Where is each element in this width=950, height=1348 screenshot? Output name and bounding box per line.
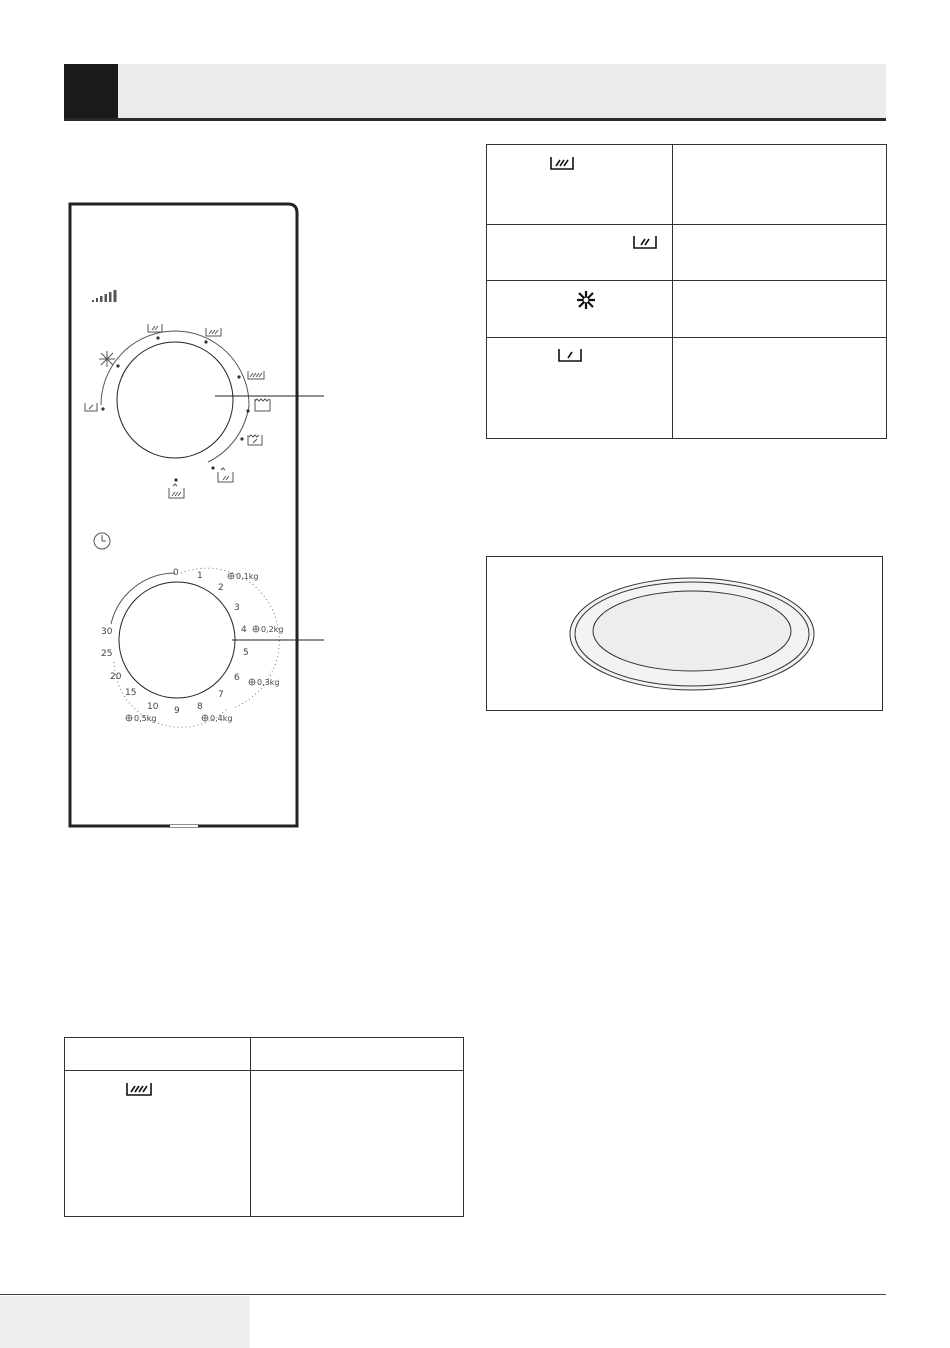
lower-table bbox=[64, 1037, 464, 1217]
table-cell-description bbox=[673, 145, 887, 225]
power-level-3-icon bbox=[206, 328, 221, 336]
table-cell-symbol bbox=[487, 225, 673, 281]
timer-label-3: 3 bbox=[234, 603, 240, 613]
footer-page-block bbox=[0, 1296, 250, 1348]
table-row bbox=[487, 281, 887, 338]
power-level-1-icon bbox=[85, 403, 97, 411]
panel-frame bbox=[70, 204, 297, 826]
defrost-weight-label: 0,1kg bbox=[236, 572, 259, 581]
defrost-snowflake-icon bbox=[575, 289, 597, 311]
timer-label-20: 20 bbox=[110, 672, 122, 682]
power-level-4-icon bbox=[248, 371, 264, 379]
table-row bbox=[65, 1071, 464, 1217]
defrost-weight-05 bbox=[126, 714, 156, 723]
table-header-cell bbox=[250, 1038, 463, 1071]
turntable-figure bbox=[486, 556, 883, 711]
power-dial[interactable] bbox=[85, 324, 324, 498]
glass-turntable-plate-icon bbox=[487, 557, 882, 710]
table-cell-description bbox=[250, 1071, 463, 1217]
timer-label-2: 2 bbox=[218, 583, 224, 593]
table-cell-description bbox=[673, 281, 887, 338]
table-cell-description bbox=[673, 225, 887, 281]
defrost-weight-label: 0,4kg bbox=[210, 714, 233, 723]
table-cell-symbol bbox=[487, 145, 673, 225]
timer-label-25: 25 bbox=[101, 649, 113, 659]
defrost-weight-04 bbox=[202, 714, 232, 723]
timer-label-0: 0 bbox=[173, 568, 179, 578]
timer-label-6: 6 bbox=[234, 673, 240, 683]
defrost-weight-label: 0,2kg bbox=[261, 625, 284, 634]
combi-grill-3-icon bbox=[169, 484, 184, 498]
table-row bbox=[487, 145, 887, 225]
timer-label-5: 5 bbox=[243, 648, 249, 658]
timer-label-7: 7 bbox=[218, 690, 224, 700]
timer-label-8: 8 bbox=[197, 702, 203, 712]
combi-grill-2-icon bbox=[218, 468, 233, 482]
power-level-4-icon bbox=[125, 1081, 153, 1099]
timer-dial[interactable] bbox=[101, 568, 324, 727]
table-cell-symbol bbox=[487, 281, 673, 338]
table-row bbox=[487, 338, 887, 439]
power-settings-table bbox=[486, 144, 887, 439]
section-header-bar bbox=[64, 64, 886, 118]
defrost-weight-label: 0,3kg bbox=[257, 678, 280, 687]
timer-label-30: 30 bbox=[101, 627, 113, 637]
clock-icon bbox=[94, 533, 110, 549]
timer-label-9: 9 bbox=[174, 706, 180, 716]
control-panel-illustration bbox=[58, 190, 318, 840]
grill-icon bbox=[255, 399, 270, 411]
header-divider bbox=[64, 118, 886, 121]
power-level-1-icon bbox=[557, 347, 583, 365]
power-level-2-icon bbox=[148, 324, 162, 332]
timer-label-1: 1 bbox=[197, 571, 203, 581]
table-header-row bbox=[65, 1038, 464, 1071]
defrost-weight-03 bbox=[249, 678, 279, 687]
defrost-weight-label: 0,5kg bbox=[134, 714, 157, 723]
defrost-weight-01 bbox=[228, 572, 258, 581]
table-row bbox=[487, 225, 887, 281]
section-number-block bbox=[64, 64, 118, 118]
timer-label-10: 10 bbox=[147, 702, 159, 712]
signal-bars-icon bbox=[92, 290, 117, 302]
defrost-snowflake-icon bbox=[99, 351, 115, 367]
footer-divider bbox=[0, 1294, 886, 1295]
timer-label-15: 15 bbox=[125, 688, 137, 698]
table-cell-description bbox=[673, 338, 887, 439]
combi-grill-1-icon bbox=[248, 435, 262, 445]
power-level-2-icon bbox=[632, 234, 658, 252]
table-header-cell bbox=[65, 1038, 251, 1071]
table-cell-symbol bbox=[487, 338, 673, 439]
timer-label-4: 4 bbox=[241, 625, 247, 635]
defrost-weight-02 bbox=[253, 625, 283, 634]
power-level-3-icon bbox=[549, 155, 575, 173]
table-cell-symbol bbox=[65, 1071, 251, 1217]
